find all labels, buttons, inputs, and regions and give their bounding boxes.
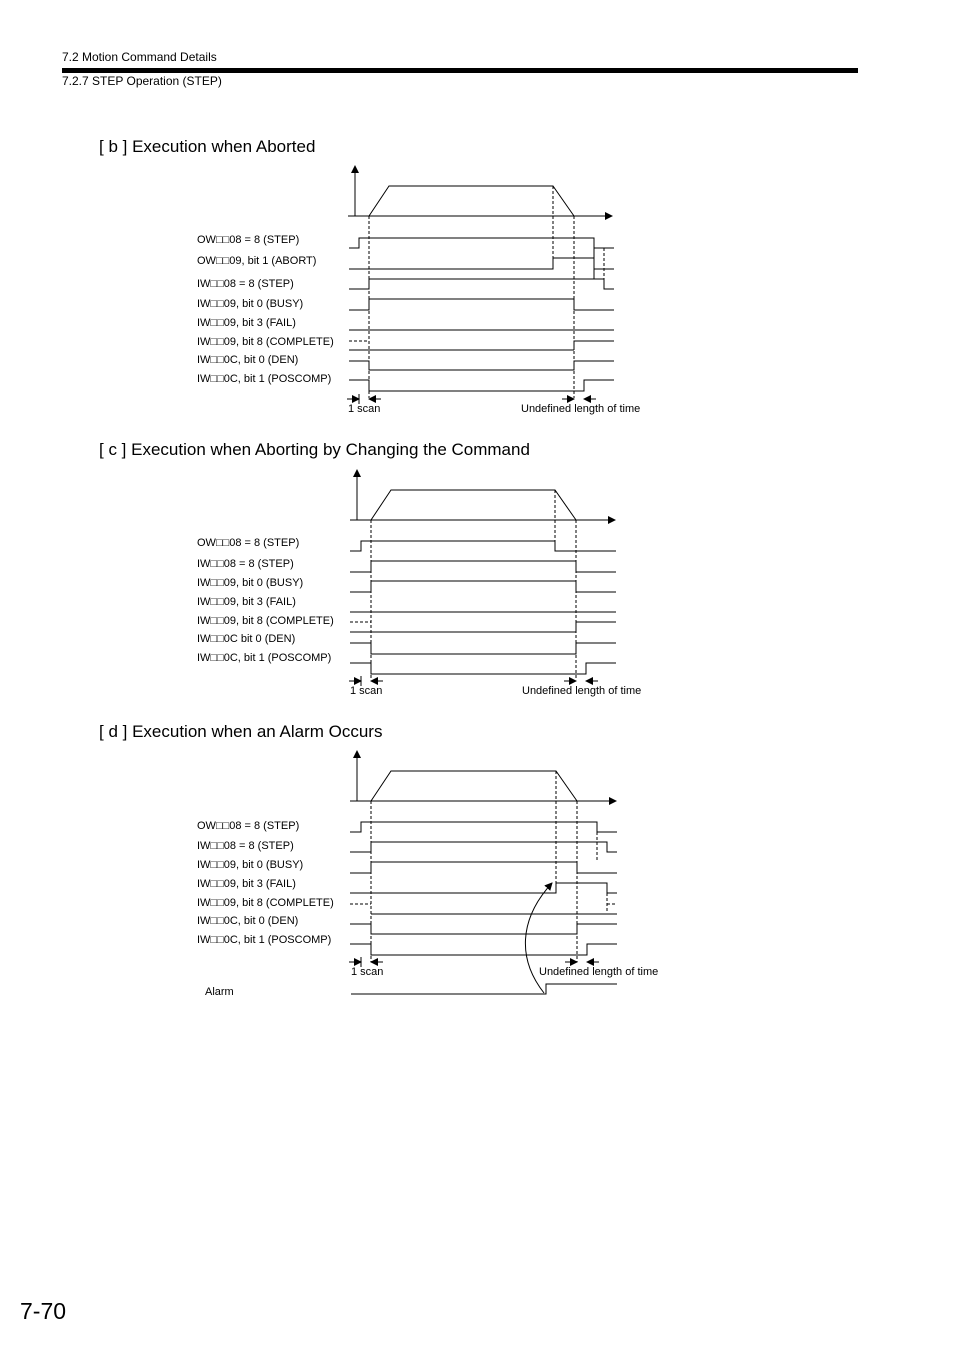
signal-label: OW□□08 = 8 (STEP) xyxy=(197,820,300,832)
undefined-time-label: Undefined length of time xyxy=(522,685,642,697)
dashed-guides-c xyxy=(350,490,576,680)
signal-label: IW□□0C, bit 0 (DEN) xyxy=(197,354,299,366)
signal-label: IW□□09, bit 8 (COMPLETE) xyxy=(197,897,334,909)
labels-d xyxy=(197,820,658,998)
signal-label: IW□□08 = 8 (STEP) xyxy=(197,278,294,290)
signal-label: IW□□09, bit 0 (BUSY) xyxy=(197,298,304,310)
signal-label: IW□□09, bit 0 (BUSY) xyxy=(197,577,304,589)
dashed-guides-b xyxy=(349,186,604,398)
signal-label: OW□□08 = 8 (STEP) xyxy=(197,234,300,246)
signal-label: OW□□09, bit 1 (ABORT) xyxy=(197,255,317,267)
diagram-b xyxy=(347,166,614,404)
signal-label: IW□□09, bit 3 (FAIL) xyxy=(197,596,296,608)
signal-label: IW□□08 = 8 (STEP) xyxy=(197,840,294,852)
page-number: 7-70 xyxy=(20,1298,67,1324)
section-heading: 7.2 Motion Command Details xyxy=(62,50,217,64)
signal-label: IW□□09, bit 8 (COMPLETE) xyxy=(197,615,334,627)
signal-label: IW□□0C, bit 0 (DEN) xyxy=(197,915,299,927)
undefined-time-label: Undefined length of time xyxy=(539,966,659,978)
signal-label: IW□□0C, bit 1 (POSCOMP) xyxy=(197,652,332,664)
scan-label: 1 scan xyxy=(348,403,381,415)
dashed-guides-d xyxy=(350,771,617,962)
section-b-title: [ b ] Execution when Aborted xyxy=(99,137,316,156)
signal-label: IW□□0C, bit 1 (POSCOMP) xyxy=(197,373,332,385)
scan-label: 1 scan xyxy=(351,966,384,978)
signal-label: IW□□09, bit 0 (BUSY) xyxy=(197,859,304,871)
signal-label: OW□□08 = 8 (STEP) xyxy=(197,537,300,549)
speed-profile-c xyxy=(350,470,615,520)
signal-label: IW□□09, bit 3 (FAIL) xyxy=(197,317,296,329)
speed-profile-b xyxy=(348,166,612,216)
signal-label: IW□□0C bit 0 (DEN) xyxy=(197,633,296,645)
signal-label: IW□□09, bit 3 (FAIL) xyxy=(197,878,296,890)
undefined-time-label: Undefined length of time xyxy=(521,403,641,415)
signal-label: IW□□0C, bit 1 (POSCOMP) xyxy=(197,934,332,946)
section-c-title: [ c ] Execution when Aborting by Changing the Command xyxy=(99,440,530,459)
signal-label: IW□□08 = 8 (STEP) xyxy=(197,558,294,570)
subsection-heading: 7.2.7 STEP Operation (STEP) xyxy=(62,74,222,88)
diagram-c xyxy=(349,470,616,686)
speed-profile-d xyxy=(350,751,616,801)
alarm-label: Alarm xyxy=(205,986,234,998)
signal-label: IW□□09, bit 8 (COMPLETE) xyxy=(197,336,334,348)
scan-label: 1 scan xyxy=(350,685,383,697)
diagram-d xyxy=(349,751,617,994)
section-d-title: [ d ] Execution when an Alarm Occurs xyxy=(99,722,383,741)
